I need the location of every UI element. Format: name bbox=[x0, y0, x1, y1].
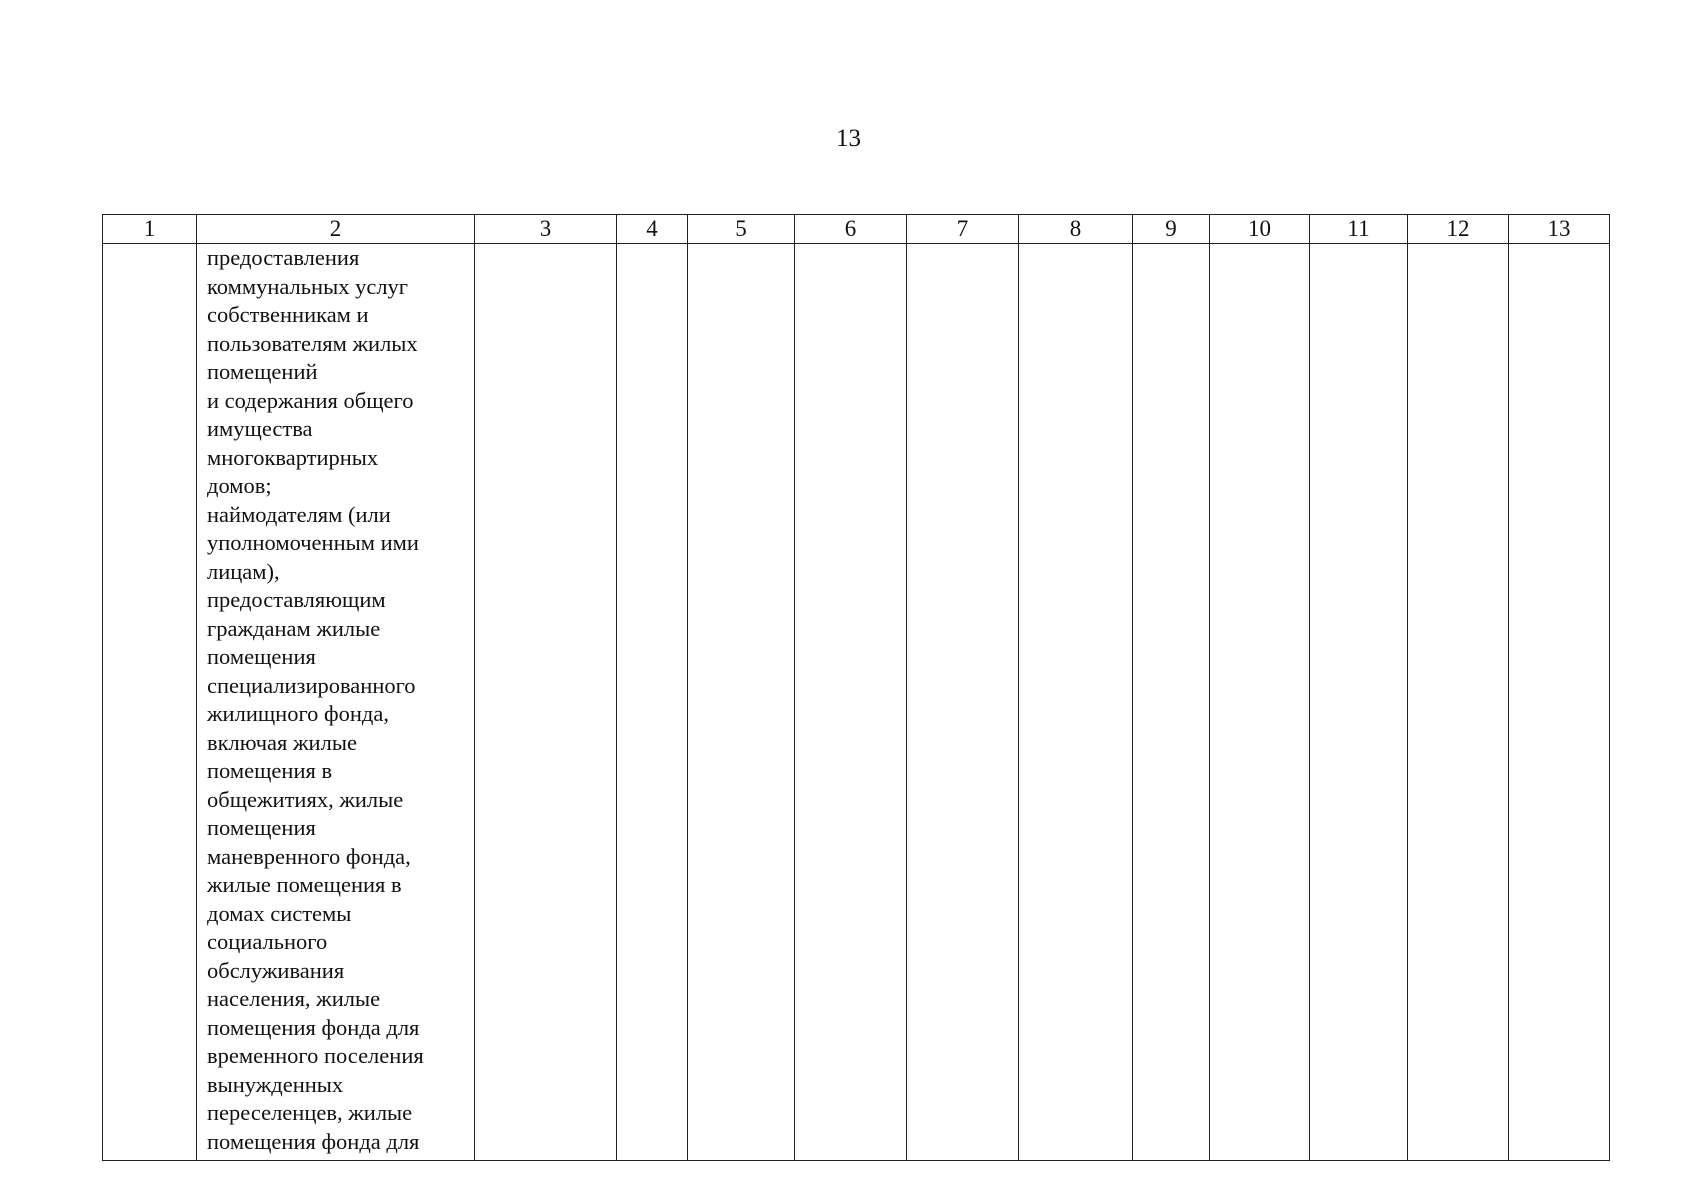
column-header-6: 6 bbox=[795, 215, 907, 244]
text-line: домах системы bbox=[207, 900, 352, 926]
description-text bbox=[197, 244, 474, 1156]
table-cell-col4 bbox=[617, 244, 688, 1161]
text-line: пользователям жилых bbox=[207, 330, 418, 356]
text-line: лицам), bbox=[207, 558, 280, 584]
text-line: домов; bbox=[207, 473, 272, 498]
text-line: собственникам и bbox=[207, 302, 369, 327]
text-line: вынужденных bbox=[207, 1071, 344, 1097]
text-line: жилищного фонда, bbox=[207, 701, 389, 726]
column-header-2: 2 bbox=[197, 215, 475, 244]
table-cell-col6 bbox=[795, 244, 907, 1161]
text-line: маневренного фонда, bbox=[207, 843, 411, 869]
table-cell-col8 bbox=[1019, 244, 1133, 1161]
text-line: временного поселения bbox=[207, 1043, 424, 1068]
text-line: помещений bbox=[207, 359, 318, 384]
table-cell-col3 bbox=[475, 244, 617, 1161]
column-header-10: 10 bbox=[1210, 215, 1310, 244]
table-cell-col1 bbox=[103, 244, 197, 1161]
table-cell-col12 bbox=[1408, 244, 1509, 1161]
text-line: имущества bbox=[207, 416, 313, 441]
text-line: гражданам жилые bbox=[207, 615, 381, 641]
table-cell-col9 bbox=[1133, 244, 1210, 1161]
text-line: и содержания общего bbox=[207, 387, 414, 413]
text-line: жилые помещения в bbox=[207, 872, 402, 897]
table-cell-col2 bbox=[197, 244, 475, 1161]
text-line: помещения фонда для bbox=[207, 1128, 420, 1154]
text-line: многоквартирных bbox=[207, 444, 379, 470]
text-line: включая жилые bbox=[207, 729, 357, 755]
column-header-3: 3 bbox=[475, 215, 617, 244]
text-line: общежитиях, жилые bbox=[207, 786, 404, 812]
column-header-9: 9 bbox=[1133, 215, 1210, 244]
column-header-1: 1 bbox=[103, 215, 197, 244]
text-line: наймодателям (или bbox=[207, 501, 391, 527]
text-line: коммунальных услуг bbox=[207, 273, 409, 299]
text-line: предоставляющим bbox=[207, 587, 386, 612]
table-row bbox=[103, 244, 1610, 1161]
text-line: предоставления bbox=[207, 245, 360, 270]
column-header-13: 13 bbox=[1509, 215, 1610, 244]
text-line: специализированного bbox=[207, 672, 416, 698]
text-line: помещения фонда для bbox=[207, 1014, 420, 1040]
text-line: населения, жилые bbox=[207, 986, 381, 1011]
table-header-row bbox=[103, 215, 1610, 244]
column-header-7: 7 bbox=[907, 215, 1019, 244]
table-cell-col13 bbox=[1509, 244, 1610, 1161]
table-cell-col7 bbox=[907, 244, 1019, 1161]
table-cell-col10 bbox=[1210, 244, 1310, 1161]
text-line: помещения в bbox=[207, 758, 333, 783]
column-header-12: 12 bbox=[1408, 215, 1509, 244]
text-line: социального bbox=[207, 929, 328, 954]
text-line: помещения bbox=[207, 644, 316, 669]
table-cell-col11 bbox=[1310, 244, 1408, 1161]
text-line: обслуживания bbox=[207, 957, 345, 983]
column-header-4: 4 bbox=[617, 215, 688, 244]
text-line: переселенцев, жилые bbox=[207, 1100, 413, 1125]
text-line: помещения bbox=[207, 815, 316, 840]
text-line: уполномоченным ими bbox=[207, 530, 419, 555]
document-table bbox=[102, 214, 1610, 1161]
page-number: 13 bbox=[836, 125, 861, 152]
table-cell-col5 bbox=[688, 244, 795, 1161]
column-header-5: 5 bbox=[688, 215, 795, 244]
column-header-11: 11 bbox=[1310, 215, 1408, 244]
column-header-8: 8 bbox=[1019, 215, 1133, 244]
